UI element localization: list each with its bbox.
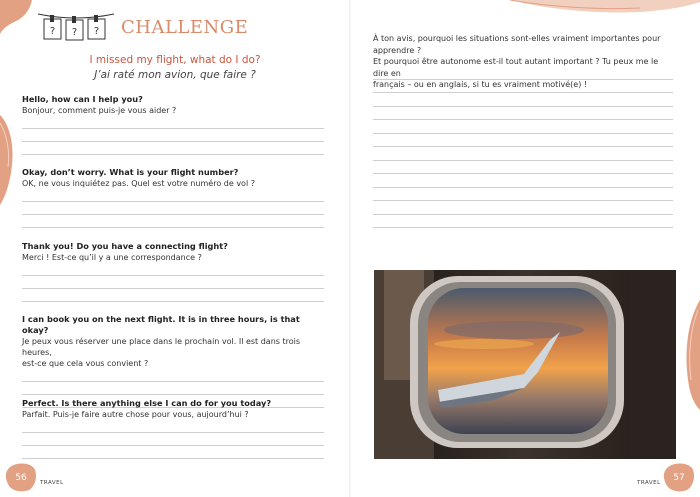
answer-line[interactable] [373,106,673,107]
answer-line[interactable] [373,227,673,228]
left-edge-blob [0,115,20,205]
answer-line[interactable] [22,201,324,202]
answer-line[interactable] [22,381,324,382]
svg-text:?: ? [93,26,100,37]
exchange-4 [22,314,324,408]
question-french: Bonjour, comment puis-je vous aider ? [22,106,177,115]
page-number-right: 57 [673,473,685,483]
prompt-line: Et pourquoi être autonome est-il tout autant important ? Tu peux me le dire en [373,57,659,78]
airplane-window-photo [374,270,676,459]
answer-line[interactable] [22,394,324,395]
page-number-left: 56 [15,473,27,483]
right-edge-blob [682,300,700,410]
subtitle-french: J’ai raté mon avion, que faire ? [94,69,256,81]
question-french-continued: est-ce que cela vous convient ? [22,359,149,368]
exchange-3 [22,241,324,302]
question-french: OK, ne vous inquiétez pas. Quel est votre numéro de vol ? [22,179,255,188]
answer-line[interactable] [373,173,673,174]
exchange-5 [22,398,324,459]
footer-label-left: TRAVEL [40,480,64,486]
question-french: Je peux vous réserver une place dans le prochain vol. Il est dans trois heures, [22,337,301,357]
prompt-line: français – ou en anglais, si tu es vraiment motivé(e) ! [373,80,588,89]
answer-line[interactable] [373,79,673,80]
prompt-line: À ton avis, pourquoi les situations sont-elles vraiment importantes pour apprendre ? [373,34,661,55]
question-french: Merci ! Est-ce qu’il y a une correspondance ? [22,253,202,262]
clothesline-icon [36,8,116,48]
top-left-blob [0,0,40,60]
answer-line[interactable] [22,275,324,276]
answer-line[interactable] [373,187,673,188]
question-english: Thank you! Do you have a connecting flight? [22,241,228,251]
answer-line[interactable] [373,214,673,215]
answer-line[interactable] [22,458,324,459]
footer-label-right: TRAVEL [637,480,661,486]
question-english: Okay, don’t worry. What is your flight number? [22,167,239,177]
answer-line[interactable] [22,214,324,215]
answer-line[interactable] [373,92,673,93]
answer-line[interactable] [373,146,673,147]
svg-text:?: ? [71,27,78,38]
answer-line[interactable] [22,301,324,302]
question-english: I can book you on the next flight. It is in three hours, is that okay? [22,314,300,335]
question-french: Parfait. Puis-je faire autre chose pour vous, aujourd’hui ? [22,410,249,419]
answer-line[interactable] [22,128,324,129]
answer-line[interactable] [373,200,673,201]
answer-line[interactable] [373,133,673,134]
answer-line[interactable] [22,154,324,155]
question-english: Perfect. Is there anything else I can do for you today? [22,398,272,408]
answer-line[interactable] [373,119,673,120]
writing-lines [373,66,673,228]
exchange-1 [22,94,324,155]
subtitle-english: I missed my flight, what do I do? [89,54,261,66]
answer-line[interactable] [22,227,324,228]
answer-line[interactable] [22,141,324,142]
top-right-blob [510,0,700,20]
answer-line[interactable] [22,288,324,289]
challenge-title: CHALLENGE [121,17,249,38]
answer-line[interactable] [373,160,673,161]
exchange-2 [22,167,324,228]
answer-line[interactable] [22,432,324,433]
svg-text:?: ? [49,26,56,37]
answer-line[interactable] [22,445,324,446]
question-english: Hello, how can I help you? [22,94,143,104]
